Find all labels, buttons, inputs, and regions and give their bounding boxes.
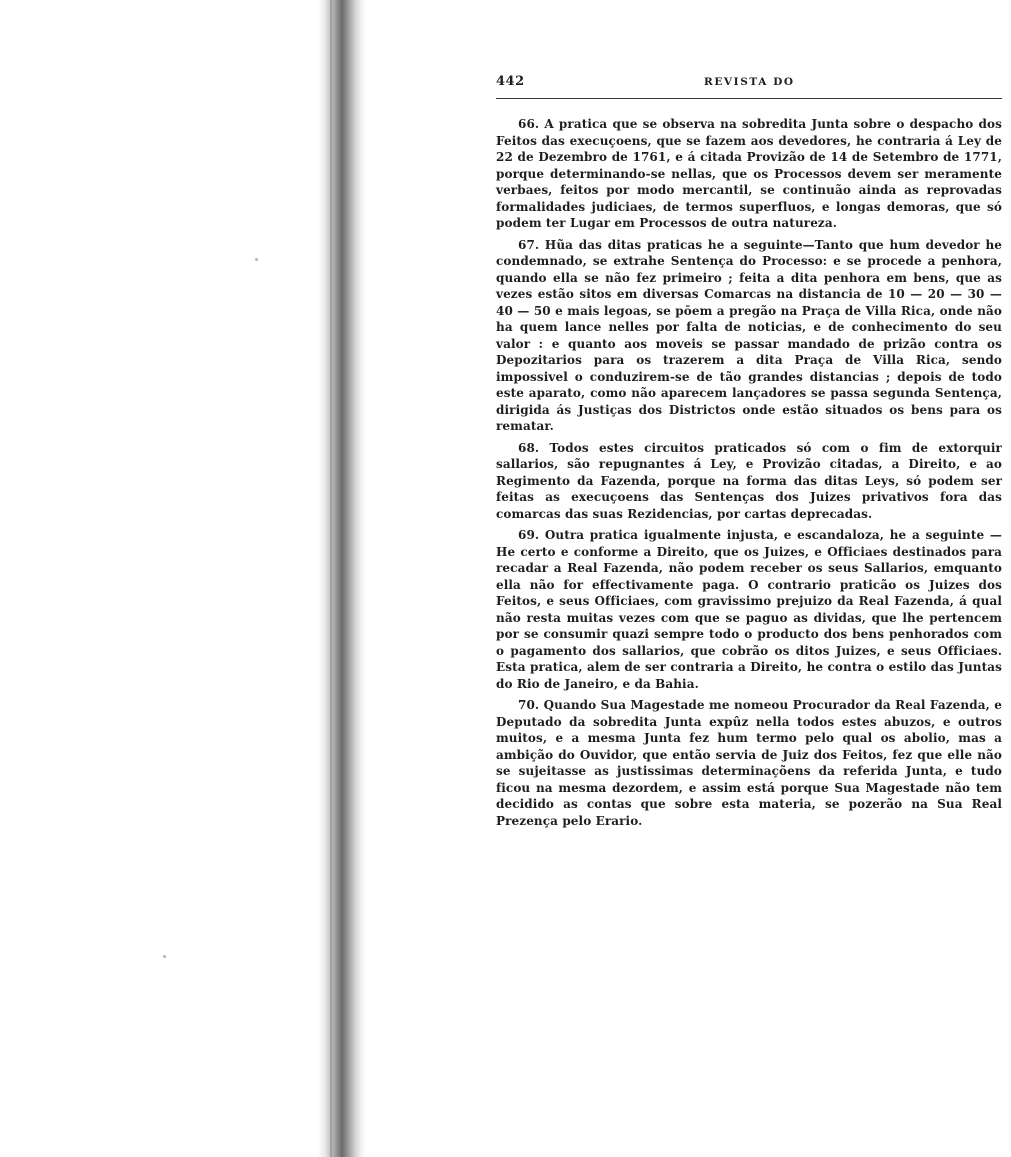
running-head: REVISTA DO	[704, 76, 795, 88]
page-header	[496, 70, 1002, 88]
paragraph-68: 68. Todos estes circuitos praticados só com o fim de extorquir sallarios, são repugnantes á Ley, e Provizão citadas, a Direito, e ao Regimento da Fazenda, porque na forma das ditas Leys, só podem ser feitas as execuçoens das Sentenças dos Juizes privativos fora das comarcas das suas Rezidencias, por cartas deprecadas.	[496, 440, 1002, 521]
paragraph-69: 69. Outra pratica igualmente injusta, e escandaloza, he a seguinte — He certo e conforme a Direito, que os Juizes, e Officiaes destinados para recadar a Real Fazenda, não podem receber os seus Sallarios, emquanto ella não for effectivamente paga. O contrario praticão os Juizes dos Feitos, e seus Officiaes, com gravissimo prejuizo da Real Fazenda, á qual não resta muitas vezes com que se paguo as dividas, que lhe pertencem por se consumir quazi sempre todo o producto dos bens penhorados com o pagamento dos sallarios, que cobrão os ditos Juizes, e seus Officiaes. Esta pratica, alem de ser contraria a Direito, he contra o estilo das Juntas do Rio de Janeiro, e da Bahia.	[496, 528, 1002, 691]
page-number: 442	[496, 74, 525, 89]
paragraph-66: 66. A pratica que se observa na sobredita Junta sobre o despacho dos Feitos das execuçoens, que se fazem aos devedores, he contraria á Ley de 22 de Dezembro de 1761, e á citada Provizão de 14 de Setembro de 1771, porque determinando-se nellas, que os Processos devem ser meramente verbaes, feitos por modo mercantil, se continuão ainda as reprovadas formalidades judiciaes, de termos superfluos, e longas demoras, que só podem ter Lugar em Processos de outra natureza.	[496, 117, 1002, 230]
header-rule	[496, 98, 1002, 101]
paragraph-70: 70. Quando Sua Magestade me nomeou Procurador da Real Fazenda, e Deputado da sobredita Junta expûz nella todos estes abuzos, e outros muitos, e a mesma Junta fez hum termo pelo qual os abolio, mas a ambição do Ouvidor, que então servia de Juiz dos Feitos, fez que elle não se sujeitasse as justissimas determinaçõens da referida Junta, e tudo ficou na mesma dezordem, e assim está porque Sua Magestade não tem decidido as contas que sobre esta materia, se pozerão na Sua Real Prezença pelo Erario.	[496, 698, 1002, 828]
gutter-fold-line	[330, 0, 332, 1157]
paper-speck	[255, 258, 258, 261]
book-page	[496, 70, 1002, 828]
paper-speck	[163, 955, 166, 958]
book-gutter	[318, 0, 366, 1157]
page-body	[496, 116, 1002, 834]
paragraph-67: 67. Hũa das ditas praticas he a seguinte—Tanto que hum devedor he condemnado, se extrahe Sentença do Processo: e se procede a penhora, quando ella se não fez primeiro ; feita a dita penhora em bens, que as vezes estão sitos em diversas Comarcas na distancia de 10 — 20 — 30 — 40 — 50 e mais legoas, se pōem a pregão na Praça de Villa Rica, onde não ha quem lance nelles por falta de noticias, e de conhecimento do seu valor : e quanto aos moveis se passar mandado de prizão contra os Depozitarios para os trazerem a dita Praça de Villa Rica, sendo impossivel o conduzirem-se de tão grandes distancias ; depois de todo este aparato, como não aparecem lançadores se passa segunda Sentença, dirigida ás Justiças dos Districtos onde estão situados os bens para os rematar.	[496, 237, 1002, 433]
